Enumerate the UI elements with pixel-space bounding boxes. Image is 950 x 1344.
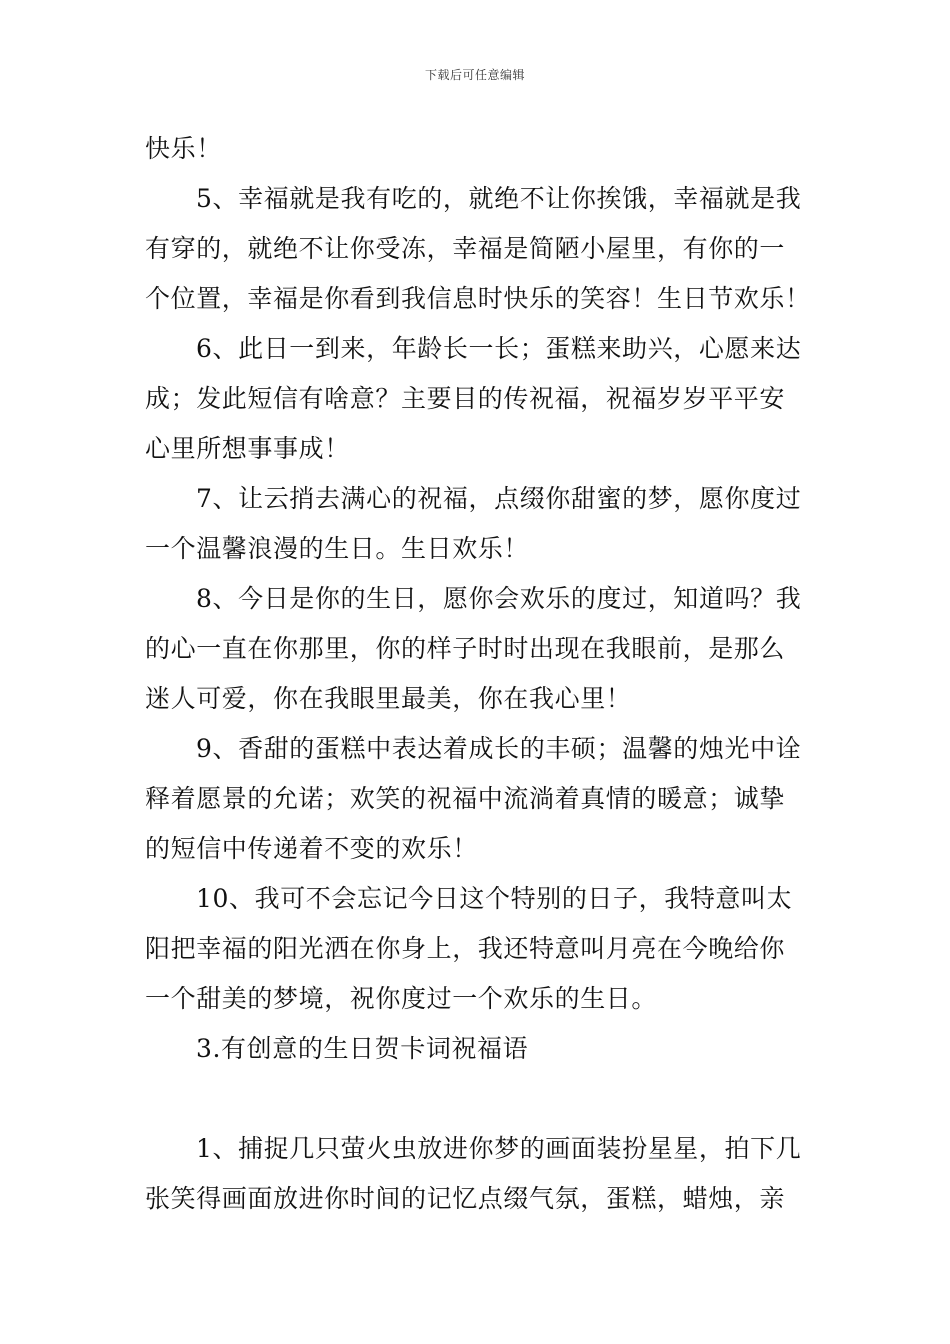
paragraph-5-line-3: 个位置，幸福是你看到我信息时快乐的笑容！生日节欢乐！ — [145, 284, 811, 313]
paragraph-9-line-3: 的短信中传递着不变的欢乐！ — [145, 834, 478, 863]
paragraph-7-line-2: 一个温馨浪漫的生日。生日欢乐！ — [145, 534, 530, 563]
paragraph-1-line-2: 张笑得画面放进你时间的记忆点缀气氛，蛋糕，蜡烛，亲 — [145, 1184, 786, 1213]
paragraph-10-line-2: 阳把幸福的阳光洒在你身上，我还特意叫月亮在今晚给你 — [145, 934, 786, 963]
paragraph-8-line-2: 的心一直在你那里，你的样子时时出现在我眼前，是那么 — [145, 634, 786, 663]
paragraph-10-line-1: 10、我可不会忘记今日这个特别的日子，我特意叫太 — [196, 884, 793, 913]
paragraph-6-line-1: 6、此日一到来，年龄长一长；蛋糕来助兴，心愿来达 — [196, 334, 802, 363]
text-line: 快乐！ — [145, 134, 222, 163]
paragraph-5-line-2: 有穿的，就绝不让你受冻，幸福是简陋小屋里，有你的一 — [145, 234, 786, 263]
paragraph-9-line-1: 9、香甜的蛋糕中表达着成长的丰硕；温馨的烛光中诠 — [196, 734, 802, 763]
section-heading: 3.有创意的生日贺卡词祝福语 — [196, 1034, 529, 1063]
paragraph-8-line-1: 8、今日是你的生日，愿你会欢乐的度过，知道吗？我 — [196, 584, 802, 613]
paragraph-1-line-1: 1、捕捉几只萤火虫放进你梦的画面装扮星星，拍下几 — [196, 1134, 802, 1163]
paragraph-9-line-2: 释着愿景的允诺；欢笑的祝福中流淌着真情的暖意；诚挚 — [145, 784, 786, 813]
paragraph-6-line-3: 心里所想事事成！ — [145, 434, 350, 463]
paragraph-10-line-3: 一个甜美的梦境，祝你度过一个欢乐的生日。 — [145, 984, 658, 1013]
header-note: 下载后可任意编辑 — [424, 68, 525, 82]
paragraph-5-line-1: 5、幸福就是我有吃的，就绝不让你挨饿，幸福就是我 — [196, 184, 802, 213]
paragraph-8-line-3: 迷人可爱，你在我眼里最美，你在我心里！ — [145, 684, 632, 713]
paragraph-7-line-1: 7、让云捎去满心的祝福，点缀你甜蜜的梦，愿你度过 — [196, 484, 802, 513]
paragraph-6-line-2: 成；发此短信有啥意？主要目的传祝福，祝福岁岁平平安 — [145, 384, 786, 413]
